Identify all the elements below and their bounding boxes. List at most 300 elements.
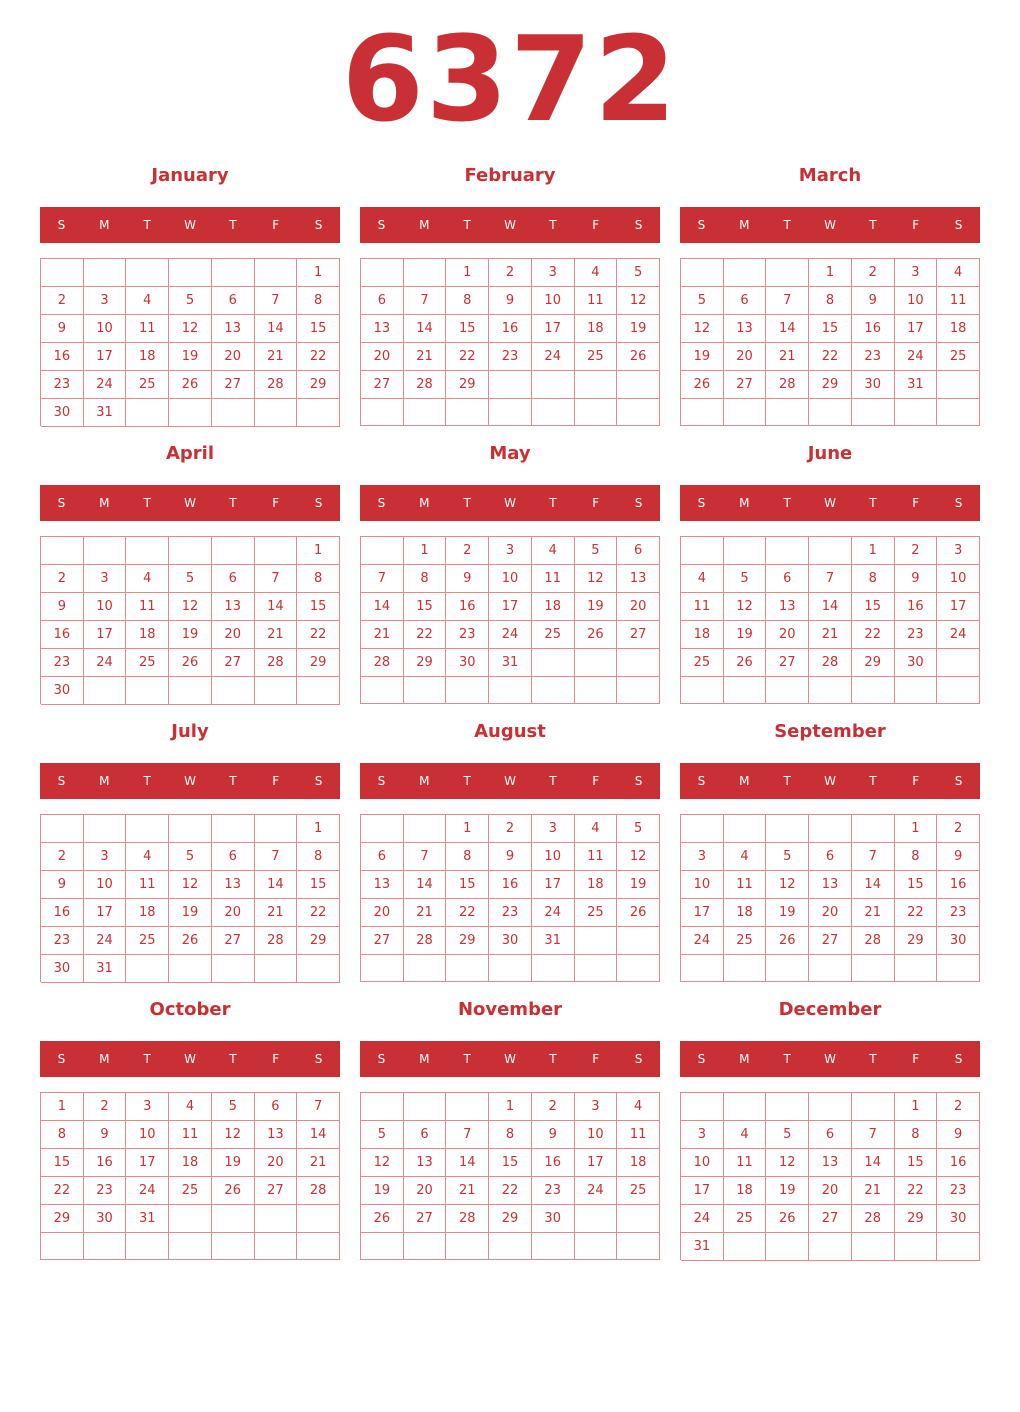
day-cell: 22 — [809, 343, 852, 371]
month-february — [360, 160, 660, 430]
day-cell: 17 — [532, 871, 575, 899]
day-cell: 30 — [937, 1205, 980, 1233]
weekday-header — [40, 207, 340, 243]
weekday-label: T — [463, 774, 471, 788]
day-cell: 7 — [766, 287, 809, 315]
weekday-label: F — [592, 496, 600, 510]
day-cell: 31 — [84, 955, 127, 983]
day-cell: 14 — [255, 315, 298, 343]
day-cell: 20 — [212, 621, 255, 649]
day-cell: 18 — [681, 621, 724, 649]
empty-day-cell — [575, 955, 618, 982]
day-cell: 24 — [681, 1205, 724, 1233]
day-cell: 23 — [532, 1177, 575, 1205]
empty-day-cell — [766, 1093, 809, 1121]
day-cell: 13 — [361, 871, 404, 899]
weekday-label: T — [463, 496, 471, 510]
day-cell: 19 — [766, 899, 809, 927]
day-cell: 8 — [446, 287, 489, 315]
empty-day-cell — [255, 399, 298, 427]
empty-day-cell — [617, 955, 660, 982]
day-cell: 5 — [766, 1121, 809, 1149]
month-january — [40, 160, 340, 430]
weekday-label: S — [377, 496, 386, 510]
day-cell: 7 — [404, 843, 447, 871]
month-october — [40, 994, 340, 1264]
day-cell: 23 — [41, 649, 84, 677]
empty-day-cell — [937, 955, 980, 982]
day-cell: 2 — [895, 537, 938, 565]
empty-day-cell — [126, 1233, 169, 1260]
day-cell: 3 — [532, 259, 575, 287]
weekday-label: W — [504, 1052, 516, 1066]
empty-day-cell — [169, 1205, 212, 1233]
day-cell: 15 — [446, 315, 489, 343]
day-cell: 10 — [84, 593, 127, 621]
day-cell: 19 — [575, 593, 618, 621]
day-cell: 24 — [84, 371, 127, 399]
day-cell: 9 — [84, 1121, 127, 1149]
day-cell: 19 — [169, 899, 212, 927]
day-cell: 28 — [297, 1177, 340, 1205]
day-cell: 19 — [212, 1149, 255, 1177]
day-cell: 20 — [361, 899, 404, 927]
weekday-label: T — [229, 218, 237, 232]
day-cell: 25 — [681, 649, 724, 677]
day-cell: 12 — [617, 287, 660, 315]
empty-day-cell — [766, 537, 809, 565]
day-cell: 17 — [489, 593, 532, 621]
weekday-header — [360, 485, 660, 521]
empty-day-cell — [169, 259, 212, 287]
month-name: November — [457, 999, 563, 1020]
day-cell: 25 — [126, 649, 169, 677]
empty-day-cell — [404, 955, 447, 982]
day-cell: 5 — [617, 259, 660, 287]
day-cell: 5 — [617, 815, 660, 843]
day-cell: 1 — [446, 815, 489, 843]
empty-day-cell — [84, 815, 127, 843]
day-cell: 12 — [766, 1149, 809, 1177]
day-cell: 5 — [361, 1121, 404, 1149]
weekday-label: T — [783, 218, 791, 232]
day-cell: 29 — [297, 927, 340, 955]
day-cell: 28 — [852, 1205, 895, 1233]
day-cell: 20 — [809, 1177, 852, 1205]
month-april — [40, 438, 340, 708]
day-cell: 19 — [169, 343, 212, 371]
empty-day-cell — [617, 371, 660, 399]
empty-day-cell — [212, 815, 255, 843]
weekday-label: F — [912, 496, 920, 510]
weekday-label: T — [463, 218, 471, 232]
weekday-label: W — [184, 218, 196, 232]
weekday-label: S — [954, 496, 963, 510]
empty-day-cell — [681, 399, 724, 426]
day-cell: 18 — [575, 315, 618, 343]
day-cell: 29 — [297, 649, 340, 677]
day-cell: 26 — [169, 927, 212, 955]
day-cell: 11 — [532, 565, 575, 593]
day-cell: 26 — [617, 343, 660, 371]
day-cell: 13 — [617, 565, 660, 593]
day-cell: 10 — [532, 287, 575, 315]
day-cell: 3 — [895, 259, 938, 287]
empty-day-cell — [895, 399, 938, 426]
month-december — [680, 994, 980, 1264]
empty-day-cell — [255, 1233, 298, 1260]
empty-day-cell — [41, 537, 84, 565]
empty-day-cell — [361, 1093, 404, 1121]
empty-day-cell — [404, 399, 447, 426]
day-cell: 1 — [895, 815, 938, 843]
day-cell: 10 — [937, 565, 980, 593]
empty-day-cell — [724, 1093, 767, 1121]
day-cell: 16 — [84, 1149, 127, 1177]
day-cell: 26 — [361, 1205, 404, 1233]
month-name: July — [171, 721, 209, 742]
weekday-label: S — [57, 496, 66, 510]
day-cell: 28 — [255, 371, 298, 399]
day-cell: 28 — [361, 649, 404, 677]
empty-day-cell — [809, 537, 852, 565]
day-cell: 26 — [169, 649, 212, 677]
day-cell: 9 — [489, 843, 532, 871]
day-cell: 1 — [297, 259, 340, 287]
day-cell: 25 — [532, 621, 575, 649]
empty-day-cell — [404, 815, 447, 843]
day-cell: 15 — [297, 315, 340, 343]
day-cell: 16 — [41, 899, 84, 927]
day-cell: 6 — [617, 537, 660, 565]
day-cell: 22 — [446, 899, 489, 927]
day-cell: 25 — [724, 927, 767, 955]
day-cell: 7 — [255, 565, 298, 593]
day-cell: 26 — [766, 927, 809, 955]
empty-day-cell — [404, 1093, 447, 1121]
empty-day-cell — [724, 399, 767, 426]
day-cell: 20 — [809, 899, 852, 927]
day-cell: 19 — [361, 1177, 404, 1205]
empty-day-cell — [361, 399, 404, 426]
day-cell: 13 — [255, 1121, 298, 1149]
day-cell: 20 — [212, 343, 255, 371]
day-cell: 30 — [852, 371, 895, 399]
empty-day-cell — [255, 955, 298, 983]
day-cell: 29 — [446, 927, 489, 955]
weekday-label: F — [912, 774, 920, 788]
day-cell: 16 — [489, 315, 532, 343]
day-cell: 12 — [169, 315, 212, 343]
empty-day-cell — [126, 677, 169, 705]
day-cell: 19 — [169, 621, 212, 649]
day-cell: 22 — [446, 343, 489, 371]
empty-day-cell — [169, 955, 212, 983]
day-cell: 2 — [532, 1093, 575, 1121]
day-cell: 8 — [41, 1121, 84, 1149]
year-title: 6372 — [341, 10, 679, 148]
weekday-label: S — [314, 496, 323, 510]
weekday-label: M — [739, 218, 750, 232]
day-cell: 30 — [84, 1205, 127, 1233]
day-cell: 23 — [489, 343, 532, 371]
day-cell: 13 — [766, 593, 809, 621]
empty-day-cell — [766, 677, 809, 704]
day-cell: 4 — [532, 537, 575, 565]
empty-day-cell — [895, 677, 938, 704]
day-cell: 15 — [895, 871, 938, 899]
day-cell: 27 — [724, 371, 767, 399]
day-cell: 23 — [41, 927, 84, 955]
day-cell: 8 — [895, 843, 938, 871]
day-cell: 29 — [852, 649, 895, 677]
empty-day-cell — [84, 259, 127, 287]
empty-day-cell — [361, 537, 404, 565]
day-cell: 31 — [532, 927, 575, 955]
day-cell: 7 — [297, 1093, 340, 1121]
day-cell: 27 — [212, 371, 255, 399]
empty-day-cell — [297, 677, 340, 705]
day-cell: 8 — [297, 843, 340, 871]
weekday-label: M — [739, 496, 750, 510]
empty-day-cell — [212, 677, 255, 705]
day-cell: 22 — [404, 621, 447, 649]
day-cell: 29 — [41, 1205, 84, 1233]
day-cell: 1 — [297, 815, 340, 843]
day-cell: 6 — [361, 843, 404, 871]
day-cell: 30 — [489, 927, 532, 955]
day-cell: 24 — [84, 927, 127, 955]
day-cell: 6 — [255, 1093, 298, 1121]
empty-day-cell — [766, 259, 809, 287]
day-grid — [680, 536, 980, 704]
day-cell: 16 — [532, 1149, 575, 1177]
weekday-label: F — [272, 496, 280, 510]
day-cell: 13 — [809, 871, 852, 899]
empty-day-cell — [169, 1233, 212, 1260]
empty-day-cell — [532, 677, 575, 704]
day-cell: 8 — [809, 287, 852, 315]
day-cell: 10 — [681, 1149, 724, 1177]
day-cell: 3 — [681, 1121, 724, 1149]
day-cell: 6 — [766, 565, 809, 593]
day-cell: 7 — [255, 843, 298, 871]
empty-day-cell — [169, 399, 212, 427]
weekday-label: M — [99, 1052, 110, 1066]
day-cell: 11 — [126, 593, 169, 621]
day-cell: 9 — [41, 871, 84, 899]
day-cell: 22 — [895, 1177, 938, 1205]
weekday-label: S — [634, 774, 643, 788]
day-cell: 6 — [809, 1121, 852, 1149]
month-name: January — [151, 165, 229, 186]
day-cell: 30 — [41, 677, 84, 705]
day-grid — [680, 258, 980, 426]
day-cell: 6 — [212, 287, 255, 315]
day-cell: 7 — [809, 565, 852, 593]
day-cell: 18 — [724, 899, 767, 927]
day-cell: 22 — [895, 899, 938, 927]
day-cell: 20 — [212, 899, 255, 927]
day-cell: 14 — [361, 593, 404, 621]
day-cell: 8 — [895, 1121, 938, 1149]
weekday-label: T — [143, 774, 151, 788]
day-cell: 17 — [84, 621, 127, 649]
weekday-label: F — [912, 218, 920, 232]
day-cell: 3 — [84, 843, 127, 871]
day-cell: 1 — [809, 259, 852, 287]
empty-day-cell — [724, 677, 767, 704]
empty-day-cell — [84, 677, 127, 705]
day-cell: 19 — [724, 621, 767, 649]
day-cell: 20 — [724, 343, 767, 371]
day-cell: 29 — [404, 649, 447, 677]
weekday-label: T — [549, 218, 557, 232]
day-cell: 3 — [575, 1093, 618, 1121]
day-cell: 3 — [532, 815, 575, 843]
empty-day-cell — [255, 259, 298, 287]
day-cell: 28 — [255, 927, 298, 955]
empty-day-cell — [575, 677, 618, 704]
weekday-label: M — [419, 1052, 430, 1066]
day-cell: 9 — [41, 315, 84, 343]
empty-day-cell — [169, 815, 212, 843]
weekday-label: T — [463, 1052, 471, 1066]
day-cell: 12 — [575, 565, 618, 593]
empty-day-cell — [361, 955, 404, 982]
weekday-label: T — [783, 774, 791, 788]
day-cell: 23 — [446, 621, 489, 649]
day-cell: 10 — [84, 315, 127, 343]
empty-day-cell — [724, 259, 767, 287]
day-cell: 27 — [404, 1205, 447, 1233]
day-cell: 14 — [852, 871, 895, 899]
weekday-label: W — [184, 496, 196, 510]
weekday-label: S — [954, 218, 963, 232]
empty-day-cell — [255, 677, 298, 705]
empty-day-cell — [404, 677, 447, 704]
weekday-label: S — [57, 1052, 66, 1066]
day-cell: 11 — [617, 1121, 660, 1149]
empty-day-cell — [361, 1233, 404, 1260]
day-cell: 14 — [809, 593, 852, 621]
weekday-label: W — [504, 774, 516, 788]
day-cell: 14 — [766, 315, 809, 343]
day-cell: 21 — [255, 343, 298, 371]
day-cell: 5 — [575, 537, 618, 565]
day-cell: 8 — [404, 565, 447, 593]
day-cell: 27 — [809, 1205, 852, 1233]
day-cell: 20 — [404, 1177, 447, 1205]
month-name: April — [165, 443, 215, 464]
empty-day-cell — [681, 537, 724, 565]
weekday-label: S — [697, 774, 706, 788]
empty-day-cell — [852, 955, 895, 982]
weekday-label: M — [739, 774, 750, 788]
day-cell: 8 — [852, 565, 895, 593]
day-cell: 21 — [809, 621, 852, 649]
day-cell: 18 — [126, 899, 169, 927]
day-grid — [40, 1092, 340, 1260]
empty-day-cell — [212, 259, 255, 287]
day-cell: 26 — [766, 1205, 809, 1233]
weekday-label: T — [869, 218, 877, 232]
empty-day-cell — [724, 955, 767, 982]
day-cell: 3 — [84, 565, 127, 593]
day-cell: 17 — [126, 1149, 169, 1177]
month-name: June — [807, 443, 853, 464]
empty-day-cell — [255, 537, 298, 565]
day-cell: 19 — [681, 343, 724, 371]
empty-day-cell — [809, 1093, 852, 1121]
day-cell: 17 — [895, 315, 938, 343]
day-cell: 23 — [852, 343, 895, 371]
day-cell: 14 — [255, 593, 298, 621]
empty-day-cell — [766, 815, 809, 843]
day-cell: 10 — [575, 1121, 618, 1149]
weekday-label: S — [697, 218, 706, 232]
day-cell: 14 — [852, 1149, 895, 1177]
empty-day-cell — [809, 815, 852, 843]
day-cell: 17 — [681, 899, 724, 927]
day-cell: 27 — [617, 621, 660, 649]
empty-day-cell — [852, 399, 895, 426]
empty-day-cell — [446, 1093, 489, 1121]
empty-day-cell — [681, 955, 724, 982]
day-cell: 5 — [724, 565, 767, 593]
weekday-label: T — [783, 1052, 791, 1066]
empty-day-cell — [532, 1233, 575, 1260]
day-cell: 26 — [724, 649, 767, 677]
day-cell: 21 — [361, 621, 404, 649]
day-cell: 25 — [937, 343, 980, 371]
day-grid — [680, 814, 980, 982]
month-november — [360, 994, 660, 1264]
empty-day-cell — [212, 537, 255, 565]
day-cell: 16 — [446, 593, 489, 621]
day-cell: 17 — [84, 899, 127, 927]
weekday-label: F — [272, 1052, 280, 1066]
day-cell: 25 — [126, 927, 169, 955]
empty-day-cell — [297, 955, 340, 983]
empty-day-cell — [84, 1233, 127, 1260]
day-cell: 12 — [681, 315, 724, 343]
day-cell: 24 — [937, 621, 980, 649]
weekday-label: W — [504, 496, 516, 510]
empty-day-cell — [681, 259, 724, 287]
day-cell: 15 — [297, 871, 340, 899]
month-march — [680, 160, 980, 430]
day-cell: 24 — [681, 927, 724, 955]
weekday-label: S — [314, 774, 323, 788]
empty-day-cell — [532, 955, 575, 982]
weekday-label: S — [634, 218, 643, 232]
weekday-label: F — [272, 218, 280, 232]
day-cell: 26 — [575, 621, 618, 649]
weekday-label: T — [143, 496, 151, 510]
day-cell: 25 — [126, 371, 169, 399]
day-cell: 6 — [212, 843, 255, 871]
empty-day-cell — [489, 1233, 532, 1260]
empty-day-cell — [126, 815, 169, 843]
empty-day-cell — [617, 1233, 660, 1260]
empty-day-cell — [126, 399, 169, 427]
empty-day-cell — [681, 815, 724, 843]
day-cell: 9 — [446, 565, 489, 593]
day-cell: 17 — [575, 1149, 618, 1177]
day-cell: 10 — [84, 871, 127, 899]
empty-day-cell — [212, 399, 255, 427]
